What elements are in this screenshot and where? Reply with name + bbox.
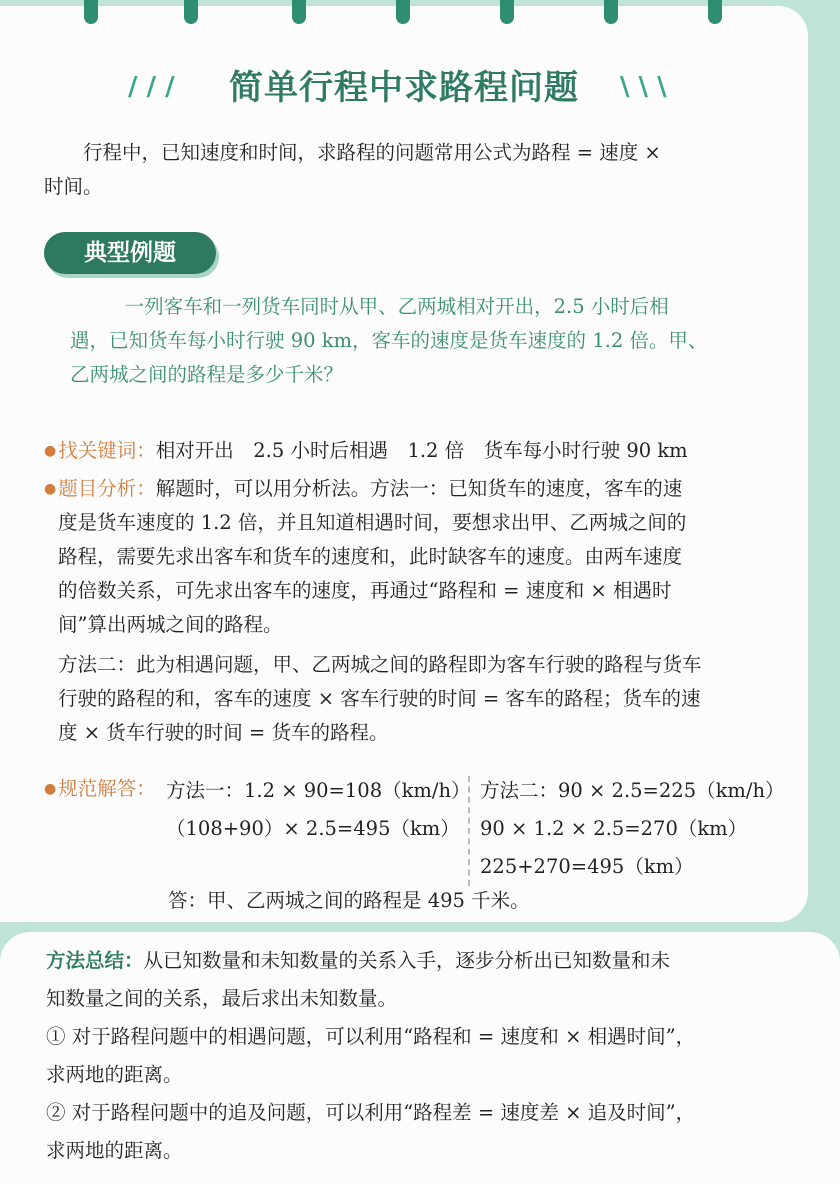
binder-ring xyxy=(184,0,198,24)
bullet-dot: ● xyxy=(44,481,57,497)
binder-ring xyxy=(396,0,410,24)
summary-line: 求两地的距离。 xyxy=(46,1139,183,1162)
solution-method-one xyxy=(166,772,471,848)
summary-section xyxy=(46,942,786,1170)
analysis-line: 度 × 货车行驶的时间 = 货车的路程。 xyxy=(58,721,389,744)
analysis-text: 解题时，可以用分析法。方法一：已知货车的速度，客车的速 xyxy=(155,477,683,500)
title-right-decoration: \ \ \ xyxy=(620,72,667,102)
analysis-line: 度是货车速度的 1.2 倍，并且知道相遇时间，要想求出甲、乙两城之间的 xyxy=(58,511,687,534)
keywords-text: 相对开出 2.5 小时后相遇 1.2 倍 货车每小时行驶 90 km xyxy=(155,439,688,462)
analysis-section xyxy=(44,472,784,750)
problem-line: 一列客车和一列货车同时从甲、乙两城相对开出，2.5 小时后相 xyxy=(124,295,669,318)
method-two-line: 225+270=495（km） xyxy=(480,855,694,878)
bullet-dot: ● xyxy=(44,781,57,797)
intro-paragraph xyxy=(44,136,774,204)
method-one-line: （108+90）× 2.5=495（km） xyxy=(166,817,460,840)
title-left-decoration: / / / xyxy=(128,72,175,102)
binder-ring xyxy=(708,0,722,24)
binder-ring xyxy=(292,0,306,24)
bullet-dot: ● xyxy=(44,443,57,459)
analysis-label: 题目分析： xyxy=(58,477,156,500)
summary-line: ① 对于路程问题中的相遇问题，可以利用“路程和 = 速度和 × 相遇时间”， xyxy=(46,1025,696,1048)
solution-method-two xyxy=(480,772,785,886)
method-one-line: 方法一：1.2 × 90=108（km/h） xyxy=(166,779,471,802)
summary-text: 从已知数量和未知数量的关系入手，逐步分析出已知数量和未 xyxy=(143,949,671,972)
summary-line xyxy=(46,942,786,980)
problem-line: 遇，已知货车每小时行驶 90 km，客车的速度是货车速度的 1.2 倍。甲、 xyxy=(70,329,708,352)
solution-label: 规范解答： xyxy=(58,777,156,800)
solution-label-row xyxy=(44,772,184,806)
summary-line: ② 对于路程问题中的追及问题，可以利用“路程差 = 速度差 × 追及时间”， xyxy=(46,1101,696,1124)
method-divider xyxy=(468,776,470,886)
binder-ring xyxy=(604,0,618,24)
intro-line: 时间。 xyxy=(44,175,103,198)
analysis-line: 方法二：此为相遇问题，甲、乙两城之间的路程即为客车行驶的路程与货车 xyxy=(58,653,702,676)
example-badge: 典型例题 xyxy=(44,232,216,274)
method-two-line: 方法二：90 × 2.5=225（km/h） xyxy=(480,779,785,802)
analysis-line xyxy=(44,472,784,506)
problem-line: 乙两城之间的路程是多少千米？ xyxy=(70,363,344,386)
summary-label: 方法总结： xyxy=(46,949,144,972)
keywords-row xyxy=(44,434,774,468)
binder-ring xyxy=(84,0,98,24)
page-title: 简单行程中求路程问题 xyxy=(229,68,579,108)
problem-text xyxy=(70,290,770,392)
analysis-line: 的倍数关系，可先求出客车的速度，再通过“路程和 = 速度和 × 相遇时 xyxy=(58,579,672,602)
summary-line: 求两地的距离。 xyxy=(46,1063,183,1086)
summary-line: 知数量之间的关系，最后求出未知数量。 xyxy=(46,987,398,1010)
analysis-line: 行驶的路程的和，客车的速度 × 客车行驶的时间 = 客车的路程；货车的速 xyxy=(58,687,701,710)
analysis-line: 间”算出两城之间的路程。 xyxy=(58,613,283,636)
analysis-line: 路程，需要先求出客车和货车的速度和，此时缺客车的速度。由两车速度 xyxy=(58,545,683,568)
binder-ring xyxy=(500,0,514,24)
answer-line: 答：甲、乙两城之间的路程是 495 千米。 xyxy=(168,889,530,912)
intro-line: 行程中，已知速度和时间，求路程的问题常用公式为路程 = 速度 × xyxy=(83,141,661,164)
method-two-line: 90 × 1.2 × 2.5=270（km） xyxy=(480,817,748,840)
keywords-label: 找关键词： xyxy=(58,439,156,462)
